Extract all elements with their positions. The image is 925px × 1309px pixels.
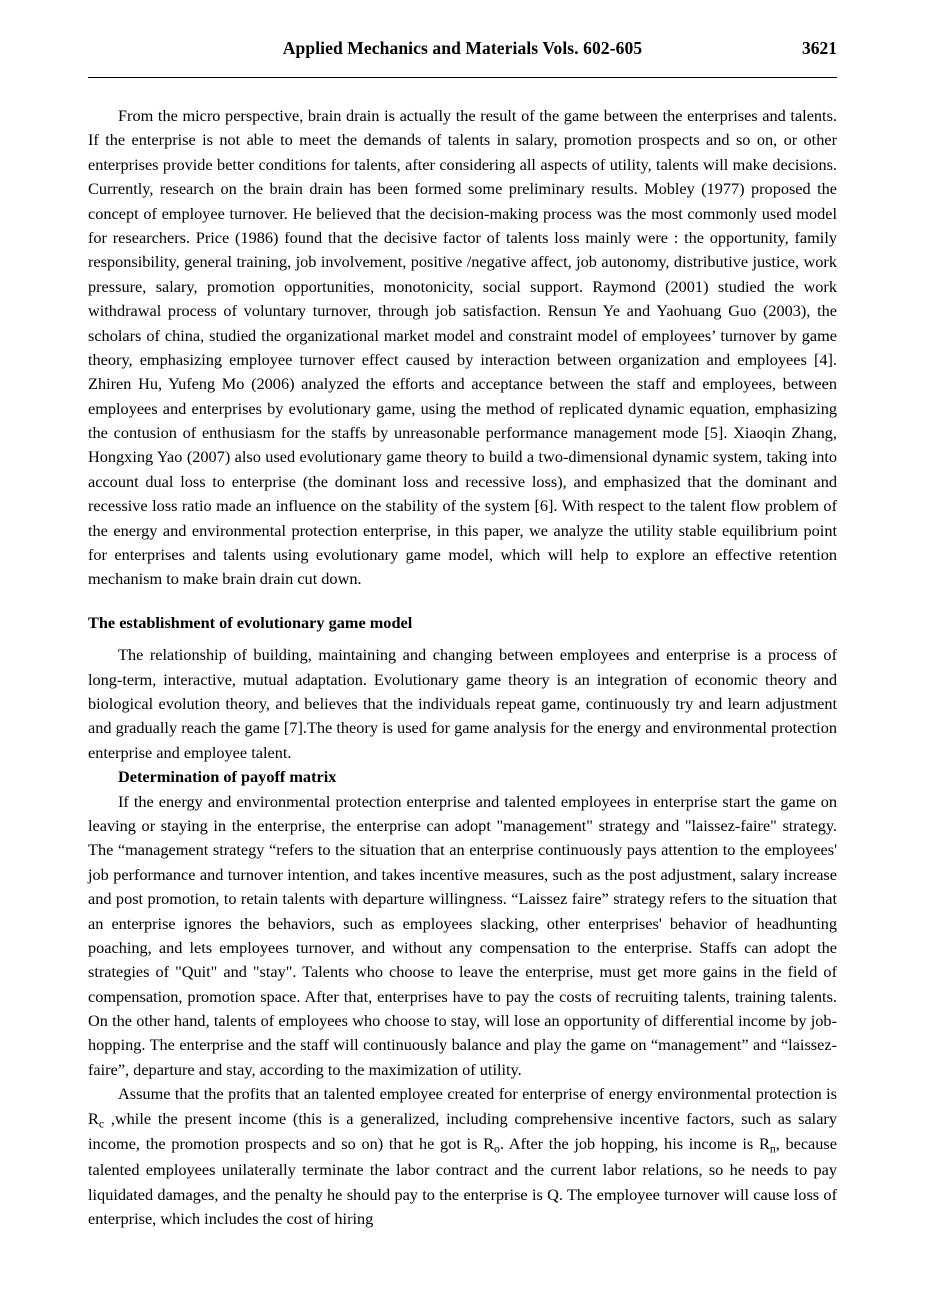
subscript-o: o — [494, 1142, 500, 1156]
paragraph-intro: From the micro perspective, brain drain is actually the result of the game between the enterprises and talents. If the enterprise is not able to meet the demands of talents in salary, promotion prospects and so on, or other enterprises provide better conditions for talents, after considering all aspects of utility, talents will make decisions. Currently, research on the brain drain has been formed some preliminary results. Mobley (1977) proposed the concept of employee turnover. He believed that the decision-making process was the most commonly used model for researchers. Price (1986) found that the decisive factor of talents loss mainly were : the opportunity, family responsibility, general training, job involvement, positive /negative affect, job autonomy, distributive justice, work pressure, salary, promotion opportunities, monotonicity, social support. Raymond (2001) studied the work withdrawal process of voluntary turnover, through job satisfaction. Rensun Ye and Yaohuang Guo (2003), the scholars of china, studied the organizational market model and constraint model of employees’ turnover by game theory, emphasizing employee turnover effect caused by interaction between organization and employees [4]. Zhiren Hu, Yufeng Mo (2006) analyzed the efforts and acceptance between the staff and employees, between employees and enterprises by evolutionary game, using the method of replicated dynamic equation, emphasizing the contusion of enthusiasm for the staffs by unreasonable performance management mode [5]. Xiaoqin Zhang, Hongxing Yao (2007) also used evolutionary game theory to build a two-dimensional dynamic system, taking into account dual loss to enterprise (the dominant loss and recessive loss), and emphasized that the dominant and recessive loss ratio made an influence on the stability of the system [6]. With respect to the talent flow problem of the energy and environmental protection enterprise, in this paper, we analyze the utility stable equilibrium point for enterprises and talents using evolutionary game model, which will help to explore an effective retention mechanism to make brain drain cut down. — [88, 106, 837, 589]
subscript-c: c — [98, 1116, 105, 1130]
header-divider — [88, 77, 837, 78]
page-number: 3621 — [802, 38, 837, 58]
journal-title: Applied Mechanics and Materials Vols. 602-605 — [282, 38, 643, 58]
page-header — [88, 38, 837, 64]
paragraph-relationship: The relationship of building, maintaining and changing between employees and enterprise is a process of long-term, interactive, mutual adaptation. Evolutionary game theory is an integration of economic theory and biological evolution theory, and believes that the individuals repeat game, continuously try and learn adjustment and gradually reach the game [7].The theory is used for game analysis for the energy and environmental protection enterprise and employee talent. — [88, 645, 837, 762]
section-heading: The establishment of evolutionary game model — [88, 612, 413, 632]
paragraph-strategies: If the energy and environmental protection enterprise and talented employees in enterprise start the game on leaving or staying in the enterprise, the enterprise can adopt "management" strategy and "laissez-faire" strategy. The “management strategy “refers to the situation that an enterprise continuously pays attention to the employees' job performance and turnover intention, and takes incentive measures, such as the post adjustment, salary increase and post promotion, to retain talents with departure willingness. “Laissez faire” strategy refers to the situation that an enterprise ignores the behaviors, such as employees slacking, other enterprises' behavior of headhunting poaching, and lets employees turnover, and without any compensation to the enterprise. Staffs can adopt the strategies of "Quit" and "stay". Talents who choose to leave the enterprise, must get more gains in the field of compensation, promotion space. After that, enterprises have to pay the costs of recruiting talents, training talents. On the other hand, talents of employees who choose to stay, will lose an opportunity of differential income by job-hopping. The enterprise and the staff will continuously balance and play the game on “management” and “laissez-faire”, departure and stay, according to the maximization of utility. — [88, 791, 837, 1079]
subscript-n: n — [769, 1142, 776, 1156]
assumption-text-1: Assume that the profits that an talented employee created for enterprise of energy environmental protection is R — [88, 1084, 837, 1128]
page-content — [88, 104, 837, 1231]
assumption-text-2: ,while the present income (this is a generalized, including comprehensive incentive factors, such as salary income, the promotion prospects and so on) that he got is R — [88, 1108, 837, 1154]
paragraph-assumptions — [88, 1082, 837, 1231]
assumption-text-4: , because talented employees unilaterally terminate the labor contract and the current labor relations, so he needs to pay liquidated damages, and the penalty he should pay to the enterprise is Q. The employee turnover will cause loss of enterprise, which includes the cost of hiring — [88, 1134, 837, 1229]
subsection-heading: Determination of payoff matrix — [118, 767, 337, 787]
assumption-text-3: . After the job hopping, his income is R — [499, 1134, 770, 1154]
